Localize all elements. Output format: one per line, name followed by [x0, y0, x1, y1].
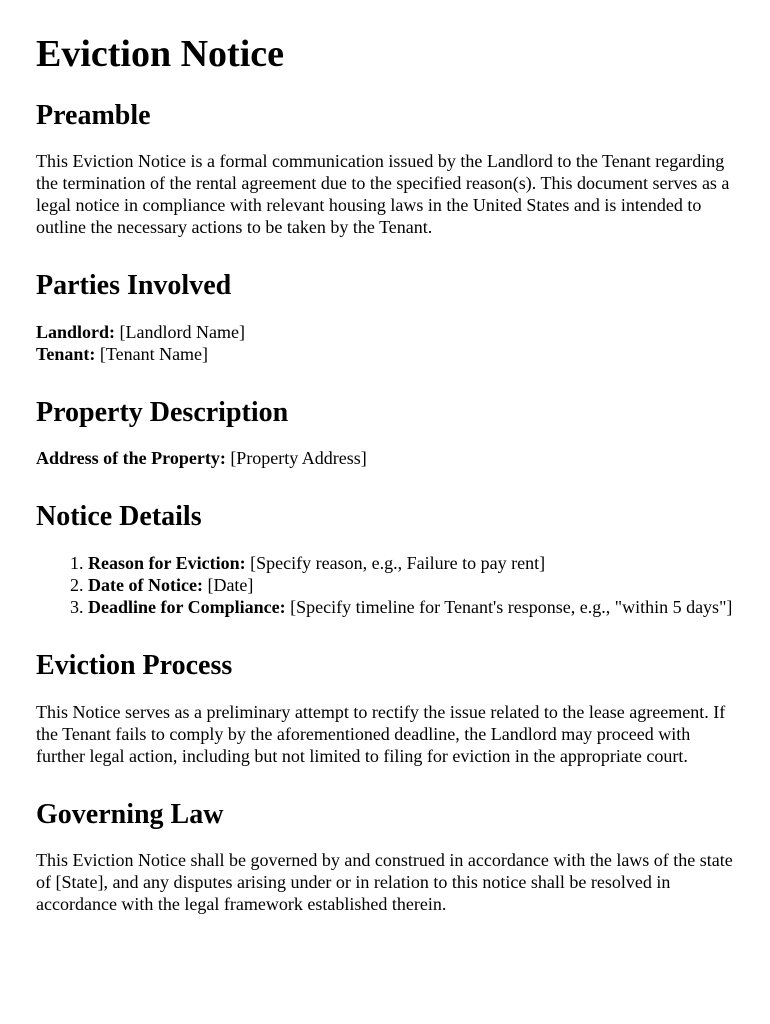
- eviction-process-text: This Notice serves as a preliminary attempt to rectify the issue related to the lease agreement. If the Tenant fails to comply by the aforementioned deadline, the Landlord may proceed with further legal action, including but not limited to filing for eviction in the appropriate court.: [36, 701, 726, 766]
- parties-block: [36, 321, 734, 365]
- list-item: [88, 596, 734, 618]
- notice-details-list: [36, 552, 734, 618]
- landlord-line: [36, 321, 734, 343]
- parties-heading: Parties Involved: [36, 270, 232, 302]
- notice-details-section: [36, 500, 734, 618]
- date-label: Date of Notice:: [88, 575, 203, 596]
- document-title: Eviction Notice: [36, 33, 285, 75]
- eviction-process-heading: Eviction Process: [36, 650, 233, 682]
- property-section: [36, 396, 734, 470]
- list-item: [88, 552, 734, 574]
- address-label: Address of the Property:: [36, 448, 226, 469]
- deadline-label: Deadline for Compliance:: [88, 597, 286, 618]
- notice-details-heading: Notice Details: [36, 501, 202, 533]
- governing-law-text: This Eviction Notice shall be governed by and construed in accordance with the laws of the state of [State], and any disputes arising under or in relation to this notice shall be resolved in accordance with the legal framework established therein.: [36, 850, 733, 915]
- list-item: [88, 574, 734, 596]
- landlord-label: Landlord:: [36, 321, 116, 342]
- tenant-line: [36, 343, 734, 365]
- address-value: [Property Address]: [230, 448, 367, 469]
- reason-value: [Specify reason, e.g., Failure to pay rent]: [250, 553, 546, 574]
- preamble-text: This Eviction Notice is a formal communication issued by the Landlord to the Tenant regarding the termination of the rental agreement due to the specified reason(s). This document serves as a legal notice in compliance with relevant housing laws in the United States and is intended to outline the necessary actions to be taken by the Tenant.: [36, 151, 730, 238]
- tenant-label: Tenant:: [36, 343, 96, 364]
- preamble-section: [36, 99, 734, 239]
- preamble-heading: Preamble: [36, 99, 151, 131]
- tenant-value: [Tenant Name]: [99, 343, 209, 364]
- address-line: [36, 447, 734, 469]
- governing-law-heading: Governing Law: [36, 798, 224, 830]
- reason-label: Reason for Eviction:: [88, 553, 246, 574]
- parties-section: [36, 269, 734, 365]
- eviction-process-section: [36, 649, 734, 767]
- property-heading: Property Description: [36, 396, 289, 428]
- governing-law-section: [36, 798, 734, 916]
- deadline-value: [Specify timeline for Tenant's response, e.g., "within 5 days"]: [290, 597, 733, 618]
- date-value: [Date]: [207, 575, 254, 596]
- landlord-value: [Landlord Name]: [119, 321, 245, 342]
